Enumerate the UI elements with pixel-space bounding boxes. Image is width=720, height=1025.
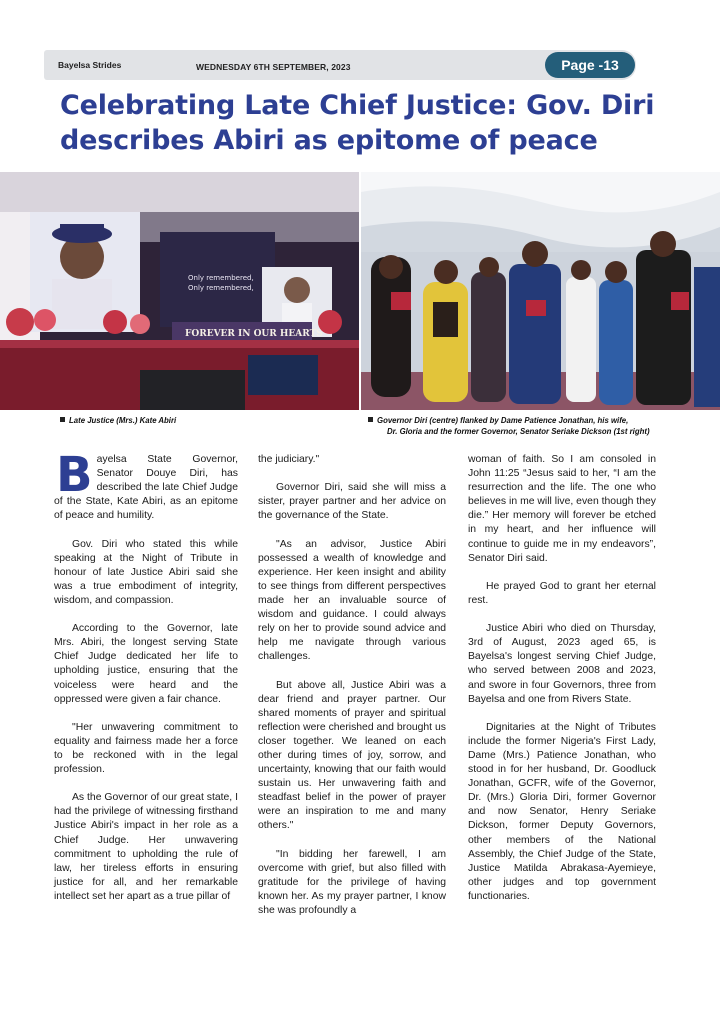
banner-text: FOREVER IN OUR HEARTS — [185, 329, 323, 339]
screen-text-2: Only remembered, — [188, 284, 254, 292]
caption-left-text: Late Justice (Mrs.) Kate Abiri — [69, 416, 177, 425]
headline-line-1: Celebrating Late Chief Justice: Gov. Diri — [60, 90, 655, 121]
article-paragraph: woman of faith. So I am consoled in John 11:25 “Jesus said to her, “I am the resurrection and the life. The one who believes in me will live, even though they die.” Her memory will forever be etched in my heart, and her influence will continue to guide me in my endeavors”, Senator Diri said. — [468, 454, 656, 564]
article-paragraph: But above all, Justice Abiri was a dear friend and prayer partner. Our shared moments of prayer and spiritual reflection were cherished and brought us closer together. We leaned on each other during times of joy, sorrow, and uncertainty, knowing that our faith would sustain us. Her unwavering faith and steadfast belief in the power of prayer were an inspiration to me and many others." — [258, 679, 446, 832]
caption-right-photo — [368, 415, 668, 437]
caption-bullet-icon — [368, 417, 373, 422]
drop-cap: B — [56, 447, 93, 503]
article-paragraph: "As an advisor, Justice Abiri possessed a wealth of knowledge and experience. Her keen insight and ability to see things from different perspectives made her an invaluable source of wisdom and guidance. I could always rely on her to provide sound advice and help me navigate through various challenges. — [258, 538, 446, 663]
article-paragraph: Dignitaries at the Night of Tributes include the former Nigeria's First Lady, Dame (Mrs.) Patience Jonathan, who stood in for her husband, Dr. Goodluck Jonathan, GCFR, wife of the Governor, Dr. (Mrs.) Gloria Diri, former Governor and now Senator, Henry Seriake Dickson, former Deputy Governors, other members of the National Assembly, the Chief Judge of the State, Justice Matilda Abrakasa-Ayemieye, other judges and top government functionaries. — [468, 721, 656, 902]
article-paragraph: Bayelsa State Governor, Senator Douye Diri, has described the late Chief Judge of the State, Kate Abiri, as an epitome of peace and humility. — [54, 447, 238, 522]
headline — [60, 88, 680, 158]
article-paragraph: He prayed God to grant her eternal rest. — [468, 580, 656, 606]
photo-dignitaries — [361, 172, 720, 410]
article-paragraph: According to the Governor, late Mrs. Abiri, the longest serving State Chief Judge dedicated her life to upholding justice, ensuring that the voiceless were heard and the oppressed were given a fair chance. — [54, 623, 238, 705]
screen-text-1: Only remembered, — [188, 274, 254, 282]
publication-date: WEDNESDAY 6TH SEPTEMBER, 2023 — [196, 62, 351, 72]
headline-line-2: describes Abiri as epitome of peace — [60, 125, 598, 156]
article-paragraph: "In bidding her farewell, I am overcome with grief, but also filled with gratitude for the privilege of having known her. As my prayer partner, I know she was profoundly a — [258, 848, 446, 916]
article-paragraph: "Her unwavering commitment to equality and fairness made her a force to be reckoned with in the legal profession. — [54, 721, 238, 776]
article-paragraph: As the Governor of our great state, I had the privilege of witnessing firsthand Justice Abiri's impact in her role as a Chief Judge. Her unwavering commitment to upholding the rule of law, her tireless efforts in ensuring justice for all, and her remarkable intellect set her apart as a true pillar of — [54, 792, 238, 902]
publication-name: Bayelsa Strides — [58, 60, 122, 70]
caption-left-photo — [60, 415, 176, 426]
article-column-1 — [54, 447, 238, 918]
article-paragraph: Gov. Diri who stated this while speaking at the Night of Tribute in honour of late Justice Abiri said she was a true embodiment of integrity, wisdom, and compassion. — [54, 538, 238, 606]
article-paragraph: the judiciary." — [258, 454, 320, 465]
article-paragraph: Governor Diri, said she will miss a sister, prayer partner and her advice on the governance of the State. — [258, 482, 446, 522]
caption-bullet-icon — [60, 417, 65, 422]
article-paragraph: Justice Abiri who died on Thursday, 3rd of August, 2023 aged 65, is Bayelsa's longest serving Chief Judge, who served between 2008 and 2023, and swore in four Governors, three from Bayelsa and one from Rivers State. — [468, 623, 656, 705]
caption-right-text-1: Governor Diri (centre) flanked by Dame Patience Jonathan, his wife, — [377, 416, 629, 425]
article-column-3 — [468, 453, 656, 918]
caption-right-text-2: Dr. Gloria and the former Governor, Senator Seriake Dickson (1st right) — [387, 427, 650, 436]
article-column-2 — [258, 453, 446, 932]
photo-tribute-stage — [0, 172, 359, 410]
page-number-badge: Page -13 — [545, 52, 635, 78]
